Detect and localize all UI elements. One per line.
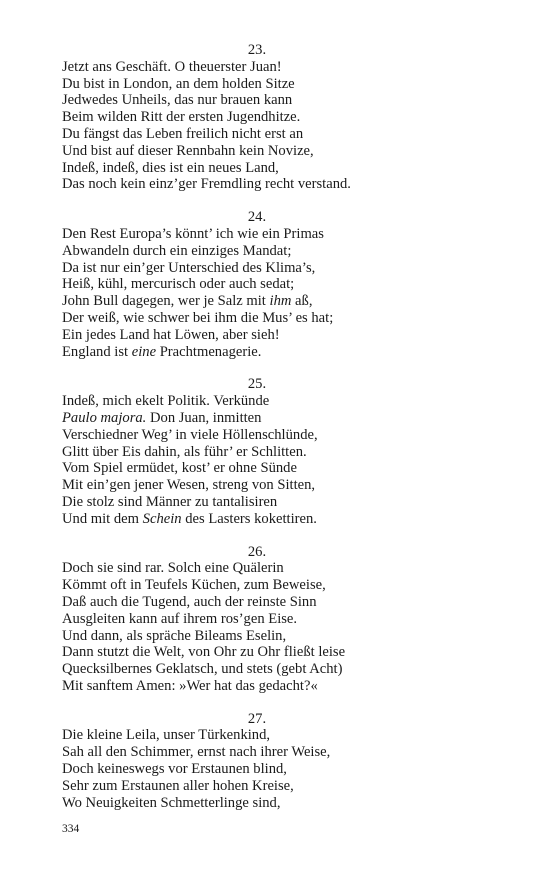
- line-text: Glitt über Eis dahin, als führ’ er Schlitten.: [62, 443, 307, 460]
- line-text: Ein jedes Land hat Löwen, aber sieh!: [62, 326, 280, 343]
- verse-line: [62, 109, 522, 126]
- line-text: Sah all den Schimmer, ernst nach ihrer Weise,: [62, 744, 331, 761]
- verse-line: [62, 293, 522, 310]
- stanza: [62, 544, 522, 695]
- verse-line: [62, 761, 522, 778]
- verse-line: [62, 795, 522, 812]
- verse-line: [62, 176, 522, 193]
- line-text: Da ist nur ein’ger Unterschied des Klima’s,: [62, 259, 316, 276]
- verse-line: [62, 226, 522, 243]
- verse-line: [62, 243, 522, 260]
- verse-line: [62, 594, 522, 611]
- line-text: Prachtmenagerie.: [156, 343, 262, 360]
- verse-line: [62, 126, 522, 143]
- line-text: Doch keineswegs vor Erstaunen blind,: [62, 761, 287, 778]
- line-text: Der weiß, wie schwer bei ihm die Mus’ es hat;: [62, 309, 334, 326]
- stanza-number: 27.: [247, 710, 267, 727]
- line-text: Und mit dem: [62, 510, 143, 527]
- verse-line: [62, 577, 522, 594]
- stanza: [62, 42, 522, 193]
- line-text: Und dann, als spräche Bileams Eselin,: [62, 627, 287, 644]
- line-text: Mit sanftem Amen: »Wer hat das gedacht?«: [62, 677, 318, 694]
- line-text: Sehr zum Erstaunen aller hohen Kreise,: [62, 777, 294, 794]
- line-text: John Bull dagegen, wer je Salz mit: [62, 293, 270, 310]
- line-text: Doch sie sind rar. Solch eine Quälerin: [62, 560, 284, 577]
- line-text: des Lasters kokettiren.: [181, 510, 317, 527]
- line-text: Abwandeln durch ein einziges Mandat;: [62, 242, 292, 259]
- italic-text: Schein: [142, 510, 182, 527]
- verse-line: [62, 92, 522, 109]
- line-text: Ausgleiten kann auf ihrem ros’gen Eise.: [62, 610, 298, 627]
- line-text: Das noch kein einz’ger Fremdling recht verstand.: [62, 176, 351, 193]
- verse-line: [62, 276, 522, 293]
- line-text: Mit ein’gen jener Wesen, streng von Sitten,: [62, 477, 316, 494]
- verse-line: [62, 727, 522, 744]
- verse-line: [62, 611, 522, 628]
- line-text: Den Rest Europa’s könnt’ ich wie ein Primas: [62, 225, 324, 242]
- verse-line: [62, 661, 522, 678]
- verse-line: [62, 327, 522, 344]
- line-text: aß,: [291, 293, 313, 310]
- verse-line: [62, 678, 522, 695]
- verse-line: [62, 310, 522, 327]
- poem-text: [62, 42, 522, 827]
- line-text: Heiß, kühl, mercurisch oder auch sedat;: [62, 276, 295, 293]
- line-text: Beim wilden Ritt der ersten Jugendhitze.: [62, 109, 301, 126]
- line-text: Don Juan, inmitten: [146, 409, 262, 426]
- verse-line: [62, 460, 522, 477]
- line-text: Du fängst das Leben freilich nicht erst an: [62, 125, 304, 142]
- page-number: 334: [62, 823, 80, 835]
- italic-text: Paulo majora.: [62, 409, 147, 426]
- line-text: Und bist auf dieser Rennbahn kein Novize,: [62, 142, 314, 159]
- verse-line: [62, 494, 522, 511]
- verse-line: [62, 560, 522, 577]
- stanza-number: 26.: [247, 543, 267, 560]
- line-text: Quecksilbernes Geklatsch, und stets (gebt Acht): [62, 661, 343, 678]
- verse-line: [62, 444, 522, 461]
- stanza-number: 24.: [247, 209, 267, 226]
- line-text: Dann stutzt die Welt, von Ohr zu Ohr fließt leise: [62, 644, 346, 661]
- verse-line: [62, 59, 522, 76]
- verse-line: [62, 644, 522, 661]
- verse-line: [62, 143, 522, 160]
- verse-line: [62, 511, 522, 528]
- line-text: Wo Neuigkeiten Schmetterlinge sind,: [62, 794, 281, 811]
- verse-line: [62, 628, 522, 645]
- verse-line: [62, 744, 522, 761]
- stanza: [62, 711, 522, 812]
- verse-line: [62, 160, 522, 177]
- line-text: Indeß, indeß, dies ist ein neues Land,: [62, 159, 279, 176]
- line-text: Jetzt ans Geschäft. O theuerster Juan!: [62, 58, 282, 75]
- stanza: [62, 376, 522, 527]
- line-text: Kömmt oft in Teufels Küchen, zum Beweise,: [62, 577, 326, 594]
- stanza-number: 23.: [247, 42, 267, 58]
- line-text: Indeß, mich ekelt Politik. Verkünde: [62, 393, 270, 410]
- line-text: Du bist in London, an dem holden Sitze: [62, 75, 295, 92]
- verse-line: [62, 76, 522, 93]
- line-text: Vom Spiel ermüdet, kost’ er ohne Sünde: [62, 460, 297, 477]
- line-text: Die kleine Leila, unser Türkenkind,: [62, 727, 271, 744]
- stanza: [62, 209, 522, 360]
- italic-text: eine: [131, 343, 157, 360]
- verse-line: [62, 260, 522, 277]
- line-text: Jedwedes Unheils, das nur brauen kann: [62, 92, 293, 109]
- line-text: Daß auch die Tugend, auch der reinste Sinn: [62, 593, 317, 610]
- verse-line: [62, 427, 522, 444]
- verse-line: [62, 344, 522, 361]
- line-text: England ist: [62, 343, 132, 360]
- italic-text: ihm: [269, 293, 292, 310]
- verse-line: [62, 393, 522, 410]
- verse-line: [62, 778, 522, 795]
- stanza-number: 25.: [247, 376, 267, 393]
- verse-line: [62, 477, 522, 494]
- verse-line: [62, 410, 522, 427]
- line-text: Die stolz sind Männer zu tantalisiren: [62, 493, 278, 510]
- line-text: Verschiedner Weg’ in viele Höllenschlünde,: [62, 426, 318, 443]
